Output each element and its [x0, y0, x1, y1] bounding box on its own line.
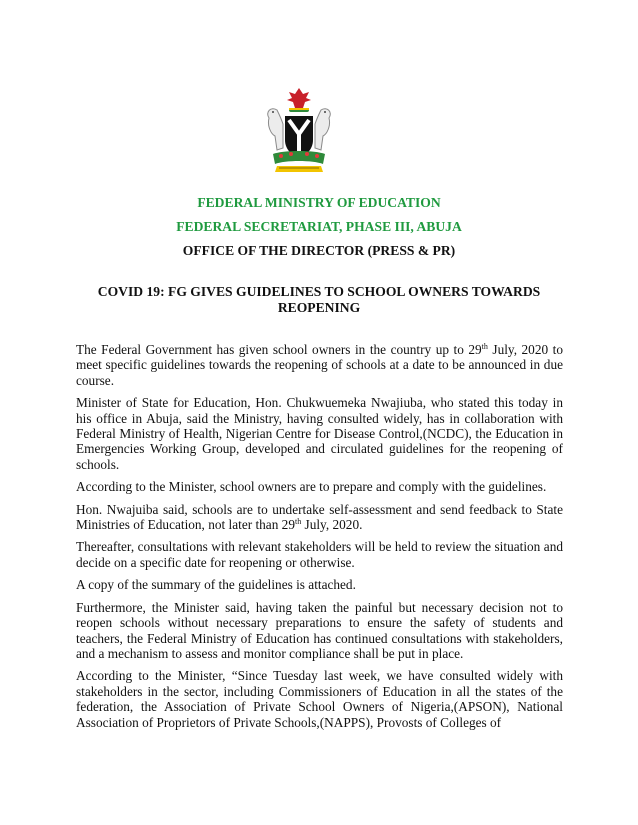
- office-name: OFFICE OF THE DIRECTOR (PRESS & PR): [182, 243, 456, 258]
- paragraph-7: Furthermore, the Minister said, having taken the painful but necessary decision not to reopen schools without necessary preparations to ensure the safety of students and teachers, the Federal Ministry of Education has continued consultations with stakeholders, and a mechanism to assess and monitor compliance shall be put in place.: [76, 599, 563, 661]
- press-release-body: [76, 342, 563, 737]
- paragraph-6: A copy of the summary of the guidelines is attached.: [76, 577, 356, 593]
- press-release-title: COVID 19: FG GIVES GUIDELINES TO SCHOOL OWNERS TOWARDS REOPENING: [97, 284, 541, 315]
- paragraph-2: Minister of State for Education, Hon. Chukwuemeka Nwajiuba, who stated this today in his office in Abuja, said the Ministry, having consulted widely, has in collaboration with Federal Ministry of Health, Nigerian Centre for Disease Control,(NCDC), the Education in Emergencies Working Group, developed and circulated guidelines for the reopening of schools.: [76, 395, 563, 472]
- paragraph-5: Thereafter, consultations with relevant stakeholders will be held to review the situation and decide on a specific date for reopening or otherwise.: [76, 539, 563, 570]
- ministry-address: FEDERAL SECRETARIAT, PHASE III, ABUJA: [176, 219, 462, 234]
- paragraph-8: According to the Minister, “Since Tuesday last week, we have consulted widely with stakeholders in the sector, including Commissioners of Education in all the states of the federation, the Association of Private School Owners of Nigeria,(APSON), National Association of Proprietors of Private Schools,(NAPPS), Provosts of Colleges of: [76, 668, 563, 730]
- ministry-name: FEDERAL MINISTRY OF EDUCATION: [197, 195, 441, 210]
- nigeria-coat-of-arms-icon: [251, 84, 347, 180]
- paragraph-1: The Federal Government has given school owners in the country up to 29th July, 2020 to meet specific guidelines towards the reopening of schools at a date to be announced in due course.: [76, 342, 563, 388]
- paragraph-3: According to the Minister, school owners are to prepare and comply with the guidelines.: [76, 479, 547, 495]
- paragraph-4: Hon. Nwajuiba said, schools are to undertake self-assessment and send feedback to State Ministries of Education, not later than 29th July, 2020.: [76, 501, 563, 533]
